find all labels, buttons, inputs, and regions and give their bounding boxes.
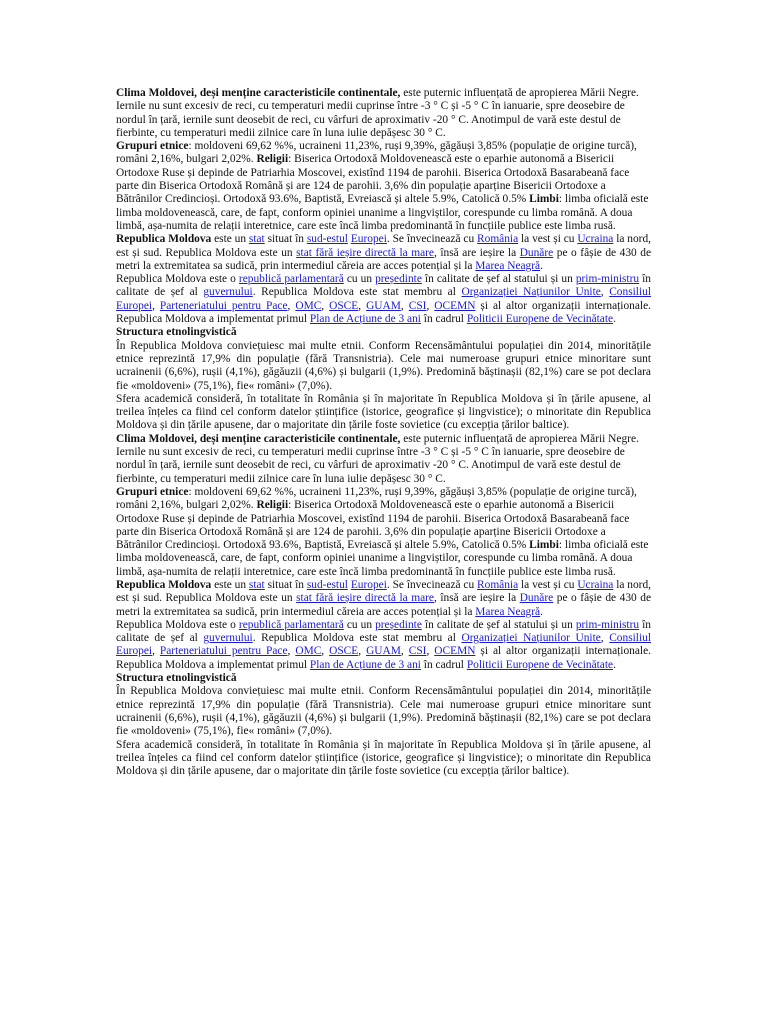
structura-paragraph-1: În Republica Moldova conviețuiesc mai multe etnii. Conform Recensământului populației din 2014, minoritățile etnice reprezintă 17,9% din populație (fără Transnistria). Cele mai numeroase grupuri etnice minoritare sunt ucrainenii (6,6%), rușii (4,1%), găgăuzii (4,6%) și bulgarii (1,9%). Predomină băștinașii (82,1%) care se pot declara fie «moldoveni» (75,1%), fie« români» (7,0%). [116, 685, 651, 738]
geo-text: la nord, est și sud. Republica Moldova este un [116, 578, 652, 605]
politic-text: . [613, 313, 616, 326]
limbi-label: Limbi [529, 193, 559, 206]
geo-text: la vest și cu [518, 578, 578, 591]
limbi-text: : limba oficială este limba moldovenească, care, de fapt, conform opiniei unanime a lingviștilor, corespunde cu limba română. A doua limbă, așa-numita de relații interetnice, care este încă limba predominantă în funcțiile publice este limba rusă. [116, 193, 649, 232]
link-plan-actiune[interactable]: Plan de Acțiune de 3 ani [309, 313, 421, 326]
link-plan-actiune[interactable]: Plan de Acțiune de 3 ani [309, 658, 421, 671]
link-presedinte[interactable]: președinte [375, 273, 422, 286]
link-guam[interactable]: GUAM [366, 299, 401, 312]
religii-label: Religii [256, 499, 289, 512]
link-osce[interactable]: OSCE [329, 299, 359, 312]
geo-text: la nord, est și sud. Republica Moldova este un [116, 233, 652, 259]
link-stat-fara-iesire[interactable]: stat fără ieșire directă la mare [296, 592, 434, 605]
link-marea-neagra[interactable]: Marea Neagră [475, 605, 541, 618]
geo-text: . [540, 259, 543, 272]
link-politicii-europene[interactable]: Politicii Europene de Vecinătate [466, 658, 614, 671]
clima-title: Clima Moldovei, deși menține caracteristicile continentale, [116, 87, 401, 99]
link-dunare[interactable]: Dunăre [519, 592, 554, 605]
link-dunare[interactable]: Dunăre [519, 246, 554, 259]
link-onu[interactable]: Organizației Națiunilor Unite [461, 632, 601, 645]
geo-text: pe o fâșie de 430 de metri la extremitatea sa sudică, prin intermediul căreia are acces potențial și la [116, 246, 652, 272]
link-parteneriatul-pentru-pace[interactable]: Parteneriatului pentru Pace [159, 645, 288, 658]
link-republica-parlamentara[interactable]: republică parlamentară [238, 618, 344, 631]
politics-paragraph [116, 273, 651, 326]
religii-text: : Biserica Ortodoxă Moldovenească este o eparhie autonomă a Bisericii Ortodoxe Ruse și depinde de Patriarhia Moscovei, existînd 1194 de parohii. Biserica Ortodoxă Basarabeană face parte din Biserica Ortodoxă Română și are 124 de parohii. 3,6% din populație aparține Bisericii Ortodoxe a Bătrânilor Credincioși. Ortodoxă 93.6%, Baptistă, Evreiască și altele 5.9%, Catolică 0.5% [116, 153, 630, 206]
structura-heading [116, 672, 651, 685]
politic-text: cu un [343, 273, 376, 286]
politic-text: în calitate de șef al statului și un [421, 618, 576, 631]
link-csi[interactable]: CSI [408, 299, 427, 312]
separator: , [152, 299, 160, 312]
geo-text: este un [211, 578, 249, 591]
geo-text: . [540, 605, 543, 618]
structura-paragraph-2: Sfera academică consideră, în totalitate în România și în majoritate în Republica Moldova și în țările apusene, al treilea înțeles ca fiind cel conform datelor științifice (istorice, geografice și lingvistice); o minoritate din Republica Moldova și din țările apusene, dar o majoritate din țările foste sovietice (cu excepția țărilor baltice). [116, 738, 651, 778]
demographics-paragraph [116, 140, 651, 233]
geography-paragraph [116, 233, 651, 273]
link-presedinte[interactable]: președinte [375, 618, 422, 631]
structura-heading [116, 326, 651, 339]
link-consiliul-europei[interactable]: Consiliul Europei [116, 632, 651, 658]
document-page [116, 87, 651, 778]
separator: , [426, 645, 435, 658]
link-ocemn[interactable]: OCEMN [434, 299, 476, 312]
geo-text: situat în [264, 578, 307, 591]
link-onu[interactable]: Organizației Națiunilor Unite [461, 286, 601, 299]
link-csi[interactable]: CSI [408, 645, 427, 658]
link-osce[interactable]: OSCE [329, 645, 359, 658]
grupuri-text: : moldoveni 69,62 %%, ucraineni 11,23%, ruși 9,39%, găgăuși 3,85% (populație de origine turcă), români 2,16%, bulgari 2,02%. [116, 140, 637, 166]
politic-text: . Republica Moldova este stat membru al [252, 632, 462, 645]
clima-paragraph [116, 433, 651, 486]
link-consiliul-europei[interactable]: Consiliul Europei [116, 286, 651, 312]
link-romania[interactable]: România [477, 578, 519, 591]
link-prim-ministru[interactable]: prim-ministru [575, 273, 640, 286]
religii-label: Religii [256, 153, 289, 166]
geo-text: . Se învecinează cu [386, 233, 478, 246]
link-sud-est[interactable]: sud-estul [306, 233, 348, 246]
link-guvernului[interactable]: guvernului [203, 286, 253, 299]
religii-text: : Biserica Ortodoxă Moldovenească este o eparhie autonomă a Bisericii Ortodoxe Ruse și depinde de Patriarhia Moscovei, existînd 1194 de parohii. Biserica Ortodoxă Basarabeană face parte din Biserica Ortodoxă Română și are 124 de parohii. 3,6% din populație aparține Bisericii Ortodoxe a Bătrânilor Credincioși. Ortodoxă 93.6%, Baptistă, Evreiască și altele 5.9%, Catolică 0.5% [116, 499, 630, 552]
separator: , [600, 632, 610, 645]
geo-text: , însă are ieșire la [433, 246, 520, 259]
politic-text: Republica Moldova este o [116, 618, 239, 631]
link-prim-ministru[interactable]: prim-ministru [575, 618, 640, 631]
link-stat[interactable]: stat [248, 233, 265, 246]
geography-paragraph [116, 579, 651, 619]
politic-text: în cadrul [420, 313, 467, 326]
link-stat-fara-iesire[interactable]: stat fără ieșire directă la mare [296, 246, 434, 259]
separator: , [426, 299, 435, 312]
clima-text: este puternic influențată de apropierea Mării Negre. Iernile nu sunt excesiv de reci, cu temperaturi medii cuprinse între -3 ° C și -5 ° C în ianuarie, spre deosebire de nordul în țară, iernile sunt deosebit de reci, cu vârfuri de aproximativ -20 ° C. Anotimpul de vară este destul de fierbinte, cu temperaturi medii zilnice care în luna iulie depășesc 30 ° C. [116, 432, 639, 485]
link-republica-parlamentara[interactable]: republică parlamentară [238, 273, 344, 286]
separator: , [321, 645, 330, 658]
demographics-paragraph [116, 486, 651, 579]
politic-text: și al altor organizații internaționale. Republica Moldova a implementat primul [116, 645, 651, 671]
separator: , [287, 645, 296, 658]
politic-text: în calitate de șef al [116, 273, 651, 299]
politic-text: în calitate de șef al [116, 618, 651, 645]
politic-text: . Republica Moldova este stat membru al [252, 286, 462, 299]
separator: , [152, 645, 160, 658]
link-politicii-europene[interactable]: Politicii Europene de Vecinătate [466, 313, 614, 326]
geo-text: situat în [264, 233, 307, 246]
separator: , [400, 645, 409, 658]
link-stat[interactable]: stat [248, 578, 265, 591]
grupuri-text: : moldoveni 69,62 %%, ucraineni 11,23%, ruși 9,39%, găgăuși 3,85% (populație de origine turcă), români 2,16%, bulgari 2,02%. [116, 485, 637, 512]
separator: , [400, 299, 409, 312]
link-ucraina[interactable]: Ucraina [577, 233, 614, 246]
politic-text: . [613, 658, 616, 671]
geo-text: pe o fâșie de 430 de metri la extremitatea sa sudică, prin intermediul căreia are acces potențial și la [116, 592, 652, 618]
structura-title: Structura etnolingvistică [116, 326, 237, 339]
link-ocemn[interactable]: OCEMN [434, 645, 476, 658]
link-omc[interactable]: OMC [295, 299, 322, 312]
politic-text: în cadrul [420, 658, 467, 671]
link-sud-est[interactable]: sud-estul [306, 578, 348, 591]
geo-text: , însă are ieșire la [433, 592, 520, 605]
structura-paragraph-2: Sfera academică consideră, în totalitate în România și în majoritate în Republica Moldova și în țările apusene, al treilea înțeles ca fiind cel conform datelor științifice (istorice, geografice și lingvistice); o minoritate din Republica Moldova și din țările apusene, dar o majoritate din țările foste sovietice (cu excepția țărilor baltice). [116, 392, 651, 432]
clima-title: Clima Moldovei, deși menține caracteristicile continentale, [116, 432, 401, 445]
grupuri-label: Grupuri etnice [116, 485, 189, 498]
geo-text: la vest și cu [518, 233, 578, 246]
separator: , [321, 299, 330, 312]
clima-text: este puternic influențată de apropierea Mării Negre. Iernile nu sunt excesiv de reci, cu temperaturi medii cuprinse între -3 ° C și -5 ° C în ianuarie, spre deosebire de nordul în țară, iernile sunt deosebit de reci, cu vârfuri de aproximativ -20 ° C. Anotimpul de vară este destul de fierbinte, cu temperaturi medii zilnice care în luna iulie depășesc 30 ° C. [116, 87, 639, 139]
separator: , [358, 645, 367, 658]
link-ucraina[interactable]: Ucraina [577, 578, 614, 591]
grupuri-label: Grupuri etnice [116, 140, 189, 153]
link-europei[interactable]: Europei [350, 578, 387, 591]
structura-title: Structura etnolingvistică [116, 672, 237, 685]
politic-text: și al altor organizații internaționale. Republica Moldova a implementat primul [116, 299, 651, 326]
structura-paragraph-1: În Republica Moldova conviețuiesc mai multe etnii. Conform Recensământului populației din 2014, minoritățile etnice reprezintă 17,9% din populație (fără Transnistria). Cele mai numeroase grupuri etnice minoritare sunt ucrainenii (6,6%), rușii (4,1%), găgăuzii (4,6%) și bulgarii (1,9%). Predomină băștinașii (82,1%) care se pot declara fie «moldoveni» (75,1%), fie« români» (7,0%). [116, 339, 651, 392]
link-omc[interactable]: OMC [295, 645, 322, 658]
limbi-label: Limbi [529, 539, 559, 552]
politic-text: Republica Moldova este o [116, 273, 239, 286]
politics-paragraph [116, 619, 651, 672]
separator: , [287, 299, 296, 312]
separator: , [600, 286, 610, 299]
politic-text: cu un [343, 618, 376, 631]
geo-text: . Se învecinează cu [386, 578, 478, 591]
clima-paragraph [116, 87, 651, 140]
geo-text: este un [211, 233, 249, 246]
link-parteneriatul-pentru-pace[interactable]: Parteneriatului pentru Pace [159, 299, 288, 312]
link-guam[interactable]: GUAM [366, 645, 401, 658]
link-guvernului[interactable]: guvernului [203, 632, 253, 645]
link-europei[interactable]: Europei [350, 233, 387, 246]
link-romania[interactable]: România [477, 233, 519, 246]
geo-title: Republica Moldova [116, 578, 212, 591]
link-marea-neagra[interactable]: Marea Neagră [475, 259, 541, 272]
geo-title: Republica Moldova [116, 233, 212, 246]
limbi-text: : limba oficială este limba moldovenească, care, de fapt, conform opiniei unanime a lingviștilor, corespunde cu limba română. A doua limbă, așa-numita de relații interetnice, care este încă limba predominantă în funcțiile publice este limba rusă. [116, 539, 649, 578]
politic-text: în calitate de șef al statului și un [421, 273, 576, 286]
separator: , [358, 299, 367, 312]
